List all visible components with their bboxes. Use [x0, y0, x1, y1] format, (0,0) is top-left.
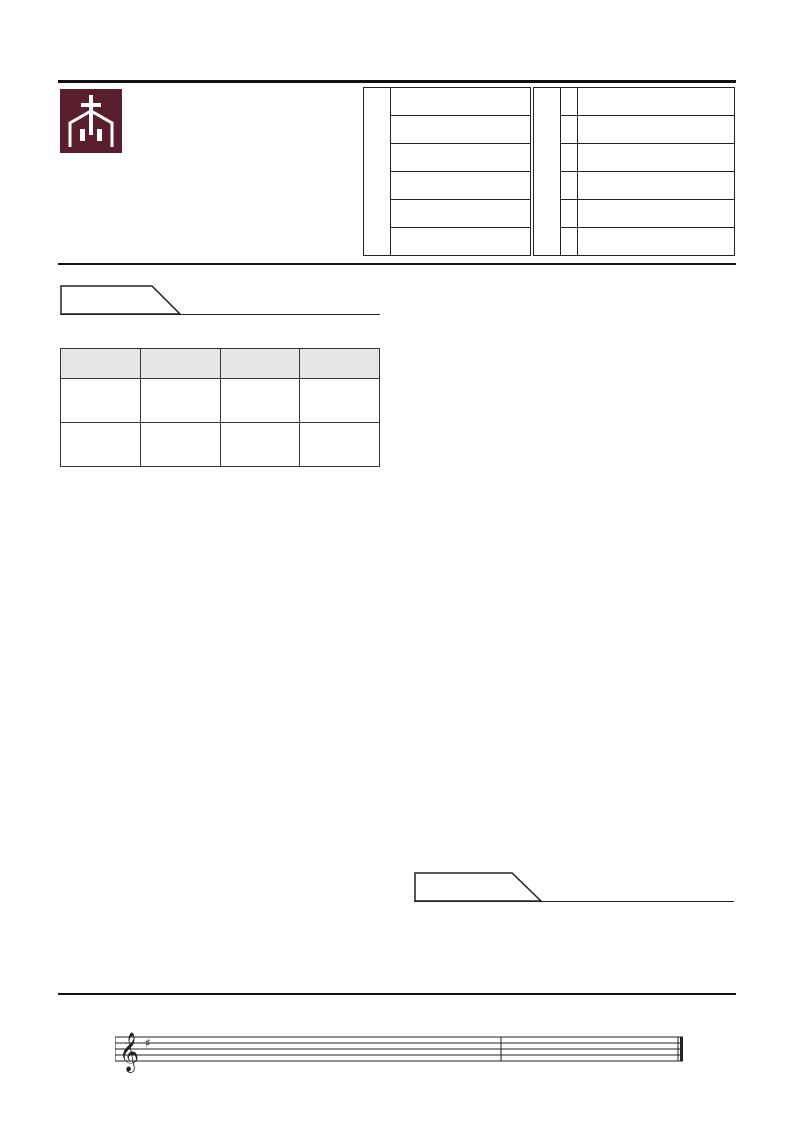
col-header [61, 349, 141, 379]
weekday-mass-table [533, 87, 735, 256]
svg-text:𝄞: 𝄞 [119, 1032, 140, 1072]
col-header [140, 349, 220, 379]
class-time [140, 379, 220, 423]
weekday-mass-time [578, 200, 735, 228]
music-staff [115, 1025, 685, 1075]
sunday-mass-time [391, 116, 531, 144]
class-place [220, 423, 300, 467]
sunday-mass-table [363, 87, 531, 256]
sunday-mass-time [391, 144, 531, 172]
weekday-mass-time [578, 228, 735, 256]
class-place [220, 379, 300, 423]
tab-shape [60, 285, 182, 315]
header-bottom-divider [58, 263, 736, 265]
sunday-mass-time [391, 172, 531, 200]
class-start [300, 379, 380, 423]
tab-underline [414, 901, 734, 902]
weekday-name [561, 88, 578, 116]
catechumen-table [60, 348, 380, 467]
weekday-mass-time [578, 172, 735, 200]
col-header [300, 349, 380, 379]
weekday-mass-time [578, 116, 735, 144]
parish-news-tab [60, 285, 182, 313]
sunday-mass-time [391, 200, 531, 228]
class-name [61, 379, 141, 423]
weekday-mass-time [578, 144, 735, 172]
tab-underline [60, 314, 380, 315]
weekday-name [561, 228, 578, 256]
class-start [300, 423, 380, 467]
sunday-mass-label [364, 88, 391, 256]
sunday-mass-time [391, 88, 531, 116]
weekday-name [561, 172, 578, 200]
header-divider [58, 80, 736, 83]
tab-shape [414, 872, 544, 902]
cross-icon [60, 89, 122, 153]
col-header [220, 349, 300, 379]
table-row [61, 423, 380, 467]
weekday-name [561, 144, 578, 172]
group-news-tab [414, 872, 544, 900]
class-time [140, 423, 220, 467]
svg-text:♯: ♯ [145, 1036, 151, 1050]
weekday-mass-time [578, 88, 735, 116]
church-logo [60, 89, 122, 153]
weekday-name [561, 116, 578, 144]
sunday-mass-time [391, 228, 531, 256]
class-name [61, 423, 141, 467]
table-row [61, 379, 380, 423]
weekday-mass-label [534, 88, 561, 256]
weekday-name [561, 200, 578, 228]
footer-divider [58, 993, 736, 995]
